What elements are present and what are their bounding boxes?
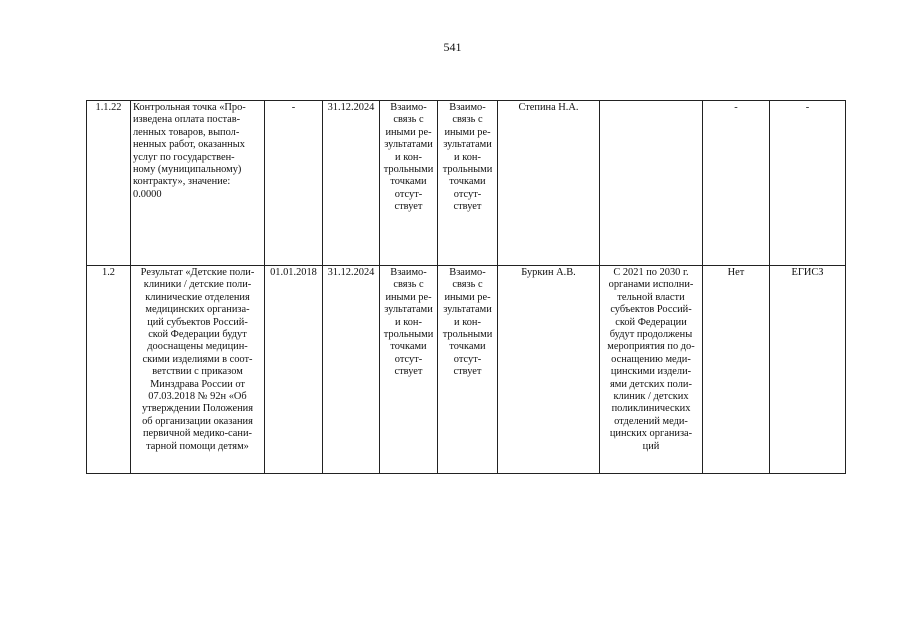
end-date-cell: 31.12.2024 — [323, 101, 380, 266]
successor-cell: Взаимо- связь с иными ре- зультатами и кон- трольными точками отсут- ствует — [438, 266, 498, 474]
page-number: 541 — [443, 40, 462, 54]
start-date-cell: - — [265, 101, 323, 266]
table-row — [87, 266, 846, 474]
predecessor-cell: Взаимо- связь с иными ре- зультатами и кон- трольными точками отсут- ствует — [380, 266, 438, 474]
successor-cell: Взаимо- связь с иными ре- зультатами и кон- трольными точками отсут- ствует — [438, 101, 498, 266]
row-number-cell: 1.1.22 — [87, 101, 131, 266]
table-row — [87, 101, 846, 266]
result-name-cell: Результат «Детские поли- клиники / детские поли- клинические отделения медицинских организа- ций субъектов Россий- ской Федерации будут дооснащены медицин- скими изделиями в соот- ветствии с приказом Минздрава России от 07.03.2018 № 92н «Об утверждении Положения об организации оказания первичной медико-сани- тарной помощи детям» — [131, 266, 265, 474]
start-date-cell: 01.01.2018 — [265, 266, 323, 474]
description-cell: С 2021 по 2030 г. органами исполни- тельной власти субъектов Россий- ской Федерации будут продолжены мероприятия по до- оснащению меди- цинскими издели- ями детских поли- клиник / детских поликлинических отделений меди- цинских организа- ций — [600, 266, 703, 474]
column-10-cell: - — [770, 101, 846, 266]
predecessor-cell: Взаимо- связь с иными ре- зультатами и кон- трольными точками отсут- ствует — [380, 101, 438, 266]
column-9-cell: - — [703, 101, 770, 266]
row-number-cell: 1.2 — [87, 266, 131, 474]
responsible-cell: Буркин А.В. — [498, 266, 600, 474]
responsible-cell: Степина Н.А. — [498, 101, 600, 266]
column-9-cell: Нет — [703, 266, 770, 474]
result-name-cell: Контрольная точка «Про- изведена оплата постав- ленных товаров, выпол- ненных работ, оказанных услуг по государствен- ному (муниципальному) контракту», значение: 0.0000 — [131, 101, 265, 266]
description-cell — [600, 101, 703, 266]
end-date-cell: 31.12.2024 — [323, 266, 380, 474]
document-table — [86, 100, 846, 474]
column-10-cell: ЕГИСЗ — [770, 266, 846, 474]
